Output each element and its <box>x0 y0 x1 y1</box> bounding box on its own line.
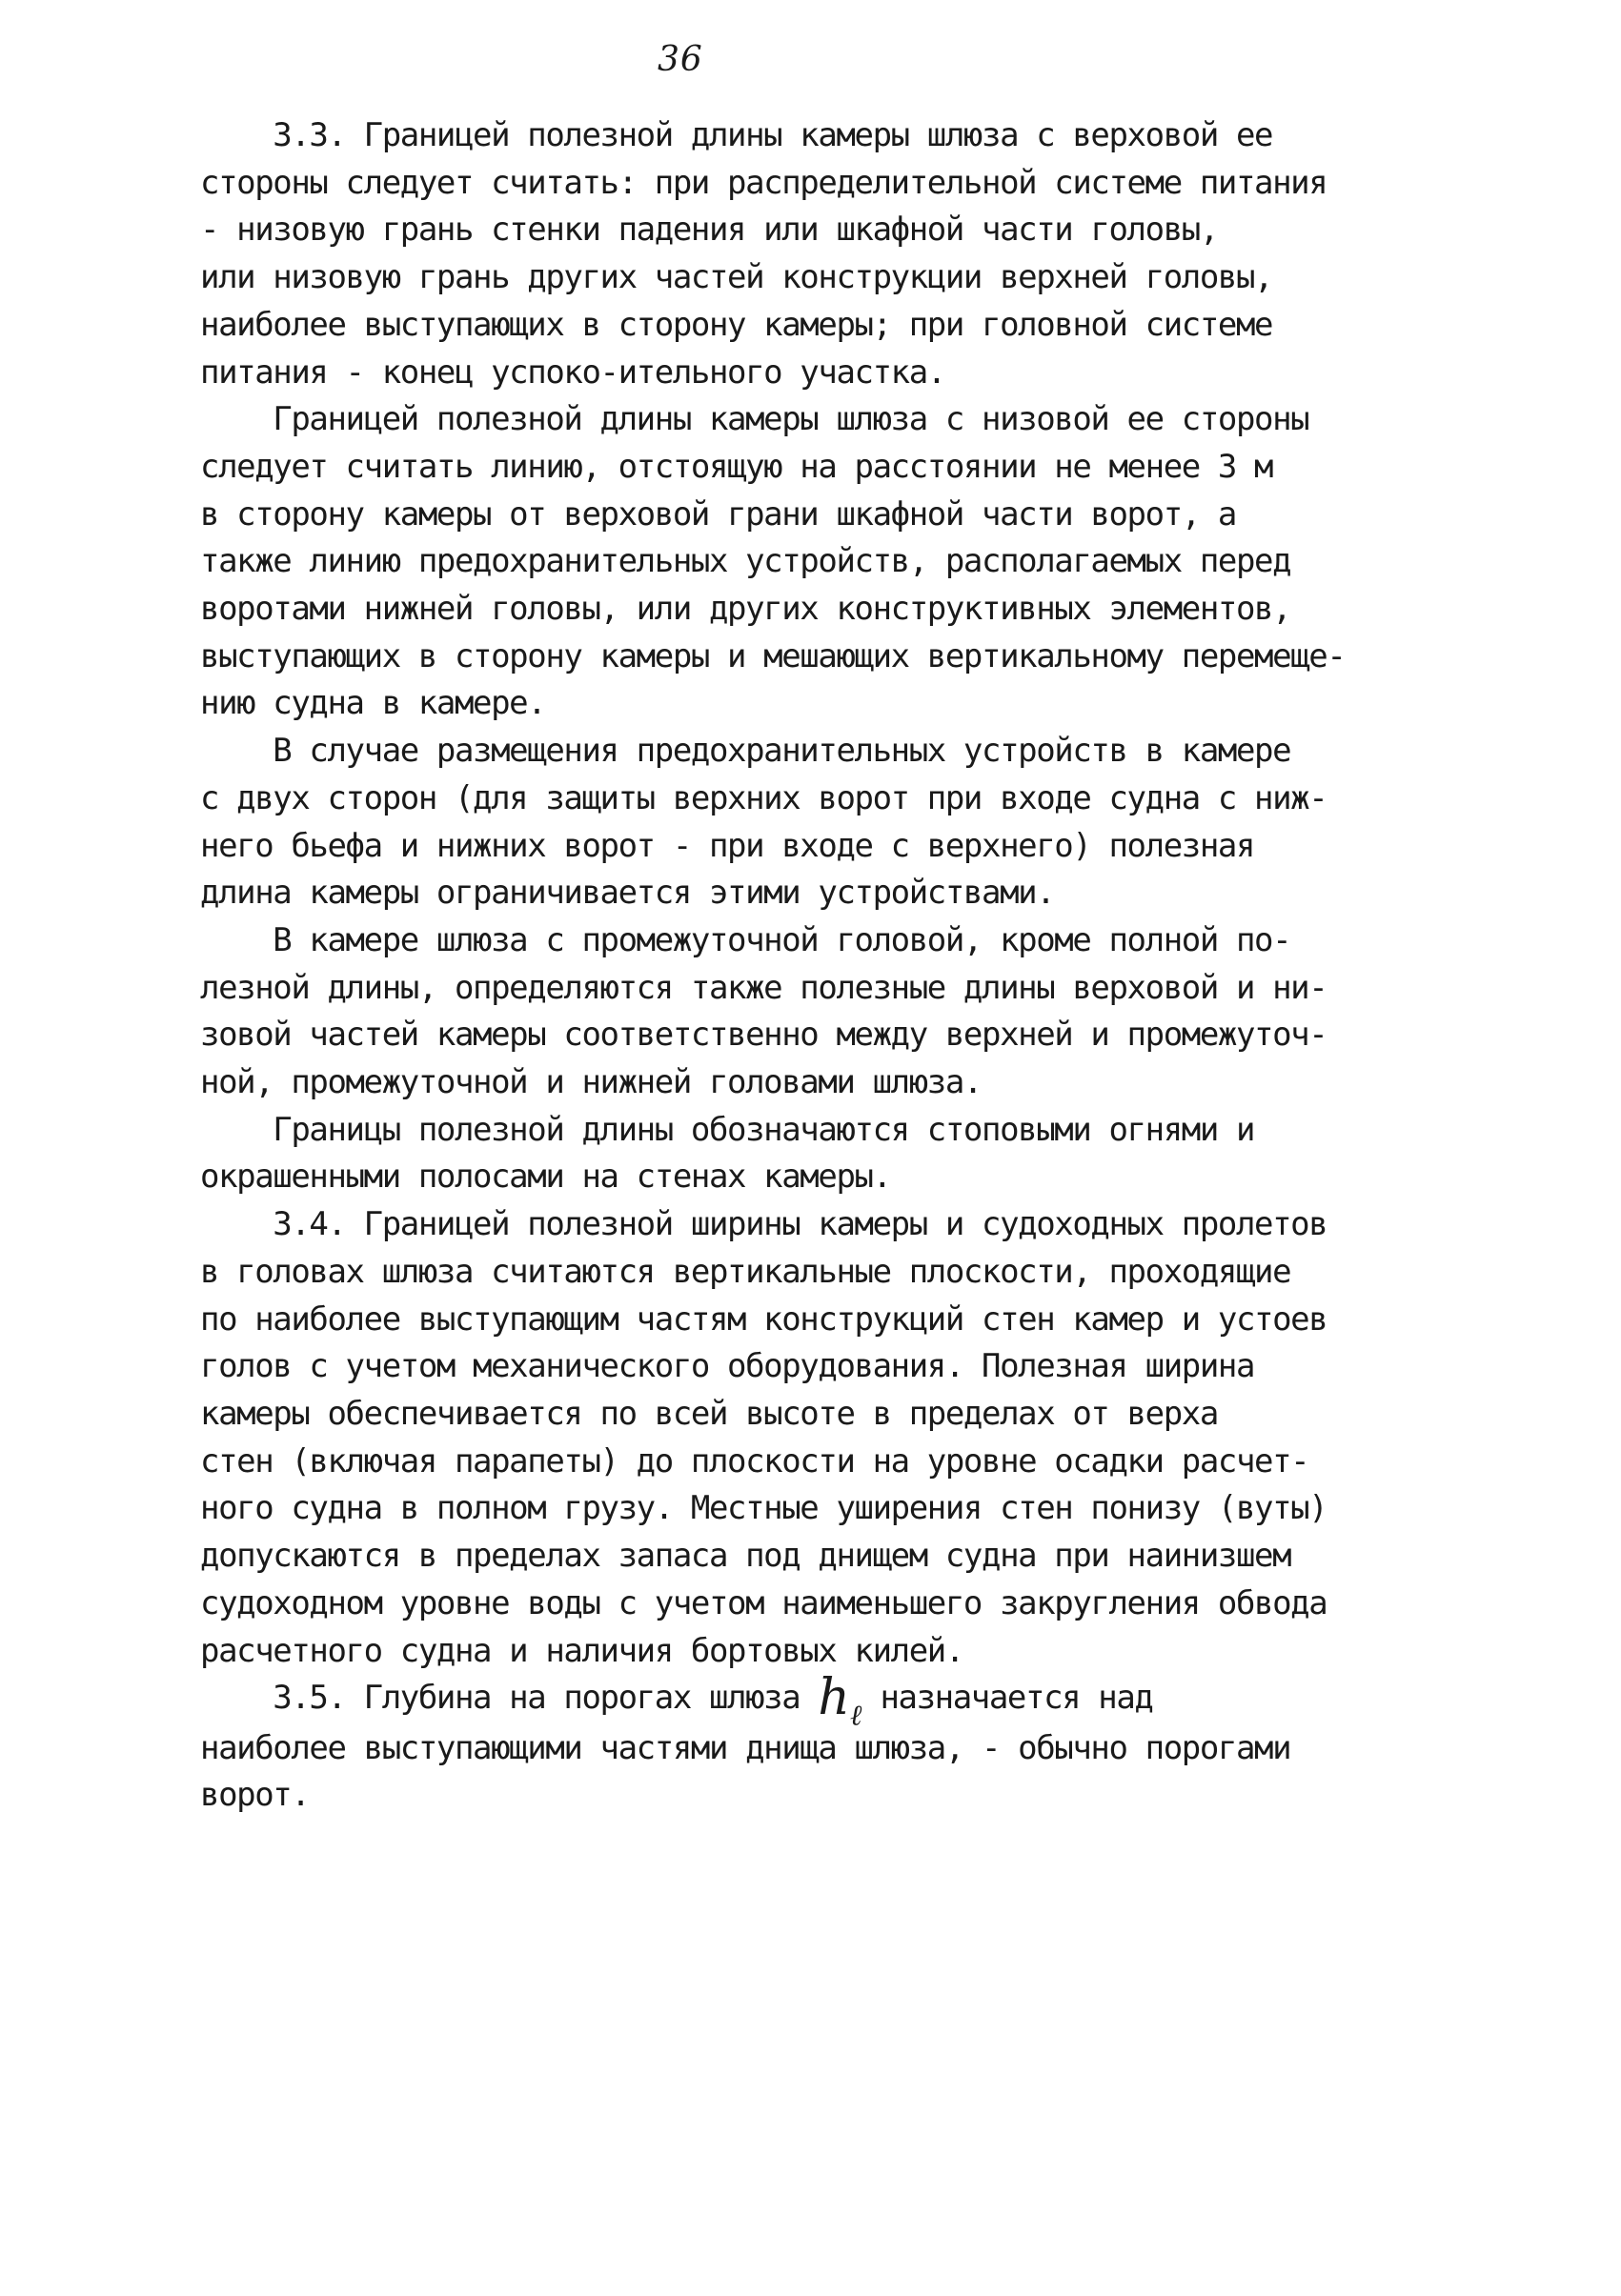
text-line: по наиболее выступающим частям конструкций стен камер и устоев <box>200 1299 1327 1339</box>
text-line: ной, промежуточной и нижней головами шлюза. <box>200 1063 982 1102</box>
depth-symbol-main: h <box>818 1669 850 1727</box>
text-line: судоходном уровне воды с учетом наименьшего закругления обвода <box>200 1583 1327 1622</box>
depth-symbol-subscript: ℓ <box>849 1699 862 1733</box>
text-line: или низовую грань других частей конструкции верхней головы, <box>200 258 1273 297</box>
text-line: выступающих в сторону камеры и мешающих вертикальному перемеще- <box>200 636 1346 675</box>
paragraph-3-5-line-1 <box>200 1669 1439 1733</box>
text-line: В случае размещения предохранительных устройств в камере <box>200 732 1291 771</box>
text-line: допускаются в пределах запаса под днищем судна при наинизшем <box>200 1537 1291 1576</box>
text-line: камеры обеспечивается по всей высоте в пределах от верха <box>200 1394 1218 1433</box>
text-line: зовой частей камеры соответственно между верхней и промежуточ- <box>200 1016 1327 1055</box>
text-line: наиболее выступающими частями днища шлюза, - обычно порогами <box>200 1728 1291 1767</box>
text-line: стен (включая парапеты) до плоскости на уровне осадки расчет- <box>200 1441 1309 1480</box>
text-line: окрашенными полосами на стенах камеры. <box>200 1158 891 1197</box>
paragraph-3-5-start: 3.5. Глубина на порогах шлюза <box>200 1679 819 1718</box>
text-line: длина камеры ограничивается этими устройствами. <box>200 874 1055 913</box>
text-line: - низовую грань стенки падения или шкафной части головы, <box>200 211 1218 250</box>
text-line: питания - конец успоко-ительного участка. <box>200 352 945 392</box>
text-line: воротами нижней головы, или других конструктивных элементов, <box>200 590 1291 629</box>
depth-symbol <box>818 1669 862 1733</box>
page-number: 36 <box>658 40 703 79</box>
text-line: голов с учетом механического оборудования. Полезная ширина <box>200 1347 1255 1386</box>
text-line: В камере шлюза с промежуточной головой, кроме полной по- <box>200 920 1291 959</box>
text-line: с двух сторон (для защиты верхних ворот при входе судна с ниж- <box>200 778 1327 817</box>
text-line: стороны следует считать: при распределительной системе питания <box>200 163 1327 202</box>
text-line: ворот. <box>200 1776 310 1815</box>
text-line: наиболее выступающих в сторону камеры; при головной системе <box>200 305 1273 344</box>
text-line: 3.4. Границей полезной ширины камеры и судоходных пролетов <box>200 1205 1327 1244</box>
document-body <box>200 112 1439 1820</box>
text-line: ного судна в полном грузу. Местные уширения стен понизу (вуты) <box>200 1489 1327 1528</box>
text-line: Границы полезной длины обозначаются стоповыми огнями и <box>200 1110 1255 1149</box>
text-line: Границей полезной длины камеры шлюза с низовой ее стороны <box>200 400 1309 439</box>
text-line: него бьефа и нижних ворот - при входе с верхнего) полезная <box>200 826 1255 865</box>
text-line: в головах шлюза считаются вертикальные плоскости, проходящие <box>200 1252 1291 1291</box>
text-line: следует считать линию, отстоящую на расстоянии не менее 3 м <box>200 447 1273 486</box>
text-line: лезной длины, определяются также полезные длины верховой и ни- <box>200 968 1327 1007</box>
text-line: нию судна в камере. <box>200 684 546 723</box>
paragraph-3-5-end: назначается над <box>861 1679 1153 1718</box>
text-line: расчетного судна и наличия бортовых килей. <box>200 1631 963 1670</box>
text-line: 3.3. Границей полезной длины камеры шлюза с верховой ее <box>200 116 1273 154</box>
text-line: в сторону камеры от верховой грани шкафной части ворот, а <box>200 494 1236 534</box>
text-line: также линию предохранительных устройств, располагаемых перед <box>200 542 1291 581</box>
